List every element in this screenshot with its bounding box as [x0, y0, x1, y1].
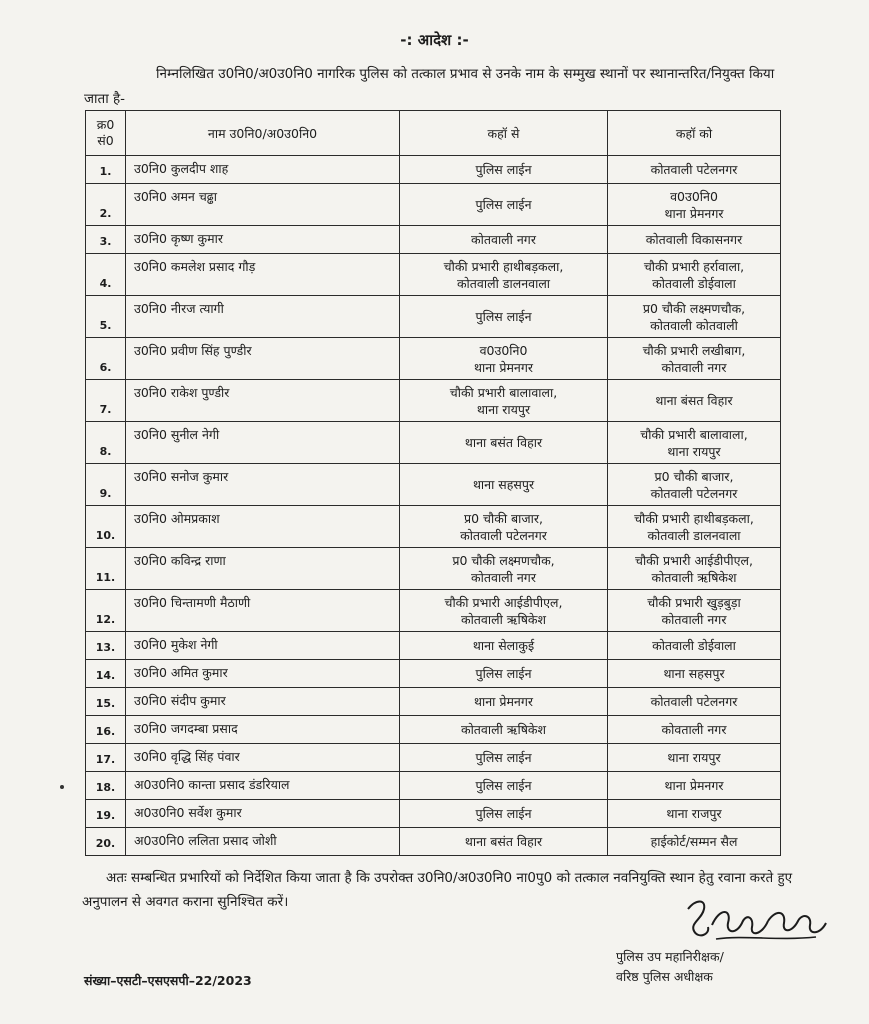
to-location-line: प्र0 चौकी बाजार,	[654, 468, 734, 484]
serial-number-cell: 3.	[86, 226, 126, 254]
table-row	[86, 464, 781, 506]
to-location-line: कोतवाली नगर	[661, 611, 727, 627]
officer-name-cell: उ0नि0 संदीप कुमार	[126, 688, 400, 716]
serial-number-cell: 4.	[86, 254, 126, 296]
to-location-line: चौकी प्रभारी हाथीबड़कला,	[634, 510, 754, 526]
table-row	[86, 254, 781, 296]
to-location-cell	[608, 464, 781, 506]
to-location-line: हाईकोर्ट/सम्मन सैल	[650, 834, 738, 849]
intro-paragraph	[84, 62, 794, 112]
to-location-cell	[608, 590, 781, 632]
serial-number-cell: 8.	[86, 422, 126, 464]
from-location-line: कोतवाली नगर	[471, 569, 536, 585]
to-location-cell	[608, 660, 781, 688]
to-location-cell	[608, 296, 781, 338]
from-location-line: पुलिस लाईन	[475, 666, 532, 681]
to-location-line: थाना सहसपुर	[663, 666, 725, 681]
to-location-cell	[608, 716, 781, 744]
officer-name-cell: उ0नि0 सनोज कुमार	[126, 464, 400, 506]
designation-block	[616, 947, 836, 987]
to-location-line: थाना राजपुर	[666, 806, 722, 821]
from-location-line: कोतवाली डालनवाला	[456, 275, 551, 291]
to-location-line: कोतवाली ऋषिकेश	[651, 569, 737, 585]
to-location-line: कोतवाली डालनवाला	[647, 527, 741, 543]
table-row	[86, 226, 781, 254]
to-location-line: थाना बंसत विहार	[655, 393, 733, 408]
table-row	[86, 828, 781, 856]
transfer-table	[85, 110, 781, 856]
from-location-cell	[400, 800, 608, 828]
table-row	[86, 772, 781, 800]
to-location-cell	[608, 548, 781, 590]
from-location-cell	[400, 380, 608, 422]
from-location-cell	[400, 632, 608, 660]
from-location-cell	[400, 296, 608, 338]
officer-name-cell: उ0नि0 ओमप्रकाश	[126, 506, 400, 548]
officer-name-cell: उ0नि0 नीरज त्यागी	[126, 296, 400, 338]
from-location-line: थाना प्रेमनगर	[473, 359, 534, 375]
to-location-line: कोवताली नगर	[661, 722, 727, 737]
header-name: नाम उ0नि0/अ0उ0नि0	[126, 111, 400, 156]
order-heading: -: आदेश :-	[400, 31, 469, 49]
serial-number-cell: 1.	[86, 156, 126, 184]
serial-number-cell: 9.	[86, 464, 126, 506]
to-location-line: थाना रायपुर	[667, 750, 721, 765]
from-location-line: पुलिस लाईन	[475, 309, 532, 324]
from-location-cell	[400, 660, 608, 688]
serial-number-cell: 12.	[86, 590, 126, 632]
table-row	[86, 660, 781, 688]
to-location-cell	[608, 744, 781, 772]
serial-number-cell: 11.	[86, 548, 126, 590]
to-location-line: कोतवाली डोईवाला	[652, 275, 736, 291]
to-location-line: चौकी प्रभारी बालावाला,	[640, 426, 748, 442]
document-number: संख्या–एसटी–एसएसपी–22/2023	[84, 973, 252, 988]
from-location-cell	[400, 744, 608, 772]
to-location-line: चौकी प्रभारी आईडीपीएल,	[635, 552, 753, 568]
to-location-cell	[608, 800, 781, 828]
serial-number-cell: 16.	[86, 716, 126, 744]
from-location-cell	[400, 338, 608, 380]
signature-image	[676, 895, 836, 955]
table-row	[86, 380, 781, 422]
from-location-cell	[400, 688, 608, 716]
serial-number-cell: 18.	[86, 772, 126, 800]
to-location-line: कोतवाली पटेलनगर	[650, 162, 738, 177]
officer-name-cell: उ0नि0 अमित कुमार	[126, 660, 400, 688]
from-location-cell	[400, 548, 608, 590]
to-location-cell	[608, 828, 781, 856]
from-location-cell	[400, 464, 608, 506]
serial-number-cell: 17.	[86, 744, 126, 772]
from-location-line: प्र0 चौकी बाजार,	[464, 510, 543, 526]
from-location-cell	[400, 184, 608, 226]
to-location-cell	[608, 184, 781, 226]
table-row	[86, 184, 781, 226]
to-location-line: कोतवाली पटेलनगर	[650, 694, 738, 709]
to-location-cell	[608, 772, 781, 800]
officer-name-cell: उ0नि0 राकेश पुण्डीर	[126, 380, 400, 422]
serial-number-cell: 19.	[86, 800, 126, 828]
officer-name-cell: अ0उ0नि0 ललिता प्रसाद जोशी	[126, 828, 400, 856]
from-location-line: पुलिस लाईन	[475, 778, 532, 793]
table-row	[86, 744, 781, 772]
serial-number-cell: 7.	[86, 380, 126, 422]
to-location-line: थाना रायपुर	[667, 443, 721, 459]
officer-name-cell: उ0नि0 अमन चढ्ढा	[126, 184, 400, 226]
from-location-line: थाना बसंत विहार	[464, 435, 543, 450]
from-location-cell	[400, 772, 608, 800]
officer-name-cell: उ0नि0 कविन्द्र राणा	[126, 548, 400, 590]
table-body	[86, 156, 781, 856]
table-header-row	[86, 111, 781, 156]
officer-name-cell: उ0नि0 कृष्ण कुमार	[126, 226, 400, 254]
table-row	[86, 156, 781, 184]
officer-name-cell: उ0नि0 जगदम्बा प्रसाद	[126, 716, 400, 744]
to-location-line: कोतवाली नगर	[661, 359, 727, 375]
to-location-cell	[608, 632, 781, 660]
from-location-cell	[400, 226, 608, 254]
from-location-line: कोतवाली ऋषिकेश	[460, 722, 547, 737]
header-serial-line1: क्र0	[96, 117, 115, 132]
to-location-line: चौकी प्रभारी हर्रावाला,	[643, 258, 745, 274]
from-location-line: पुलिस लाईन	[475, 162, 532, 177]
from-location-cell	[400, 506, 608, 548]
to-location-line: चौकी प्रभारी खुड़बुड़ा	[647, 594, 741, 610]
header-to: कहॉ को	[608, 111, 781, 156]
serial-number-cell: 14.	[86, 660, 126, 688]
from-location-cell	[400, 156, 608, 184]
from-location-cell	[400, 716, 608, 744]
officer-name-cell: उ0नि0 चिन्तामणी मैठाणी	[126, 590, 400, 632]
to-location-cell	[608, 422, 781, 464]
table-row	[86, 338, 781, 380]
officer-name-cell: अ0उ0नि0 कान्ता प्रसाद डंडरियाल	[126, 772, 400, 800]
to-location-line: चौकी प्रभारी लखीबाग,	[642, 342, 746, 358]
officer-name-cell: उ0नि0 प्रवीण सिंह पुण्डीर	[126, 338, 400, 380]
from-location-line: व0उ0नि0	[479, 342, 528, 358]
from-location-cell	[400, 422, 608, 464]
serial-number-cell: 13.	[86, 632, 126, 660]
to-location-cell	[608, 338, 781, 380]
transfer-table-wrapper	[85, 110, 781, 856]
from-location-line: चौकी प्रभारी बालावाला,	[449, 384, 558, 400]
from-location-line: चौकी प्रभारी हाथीबड़कला,	[443, 258, 564, 274]
to-location-line: कोतवाली पटेलनगर	[650, 485, 738, 501]
serial-number-cell: 20.	[86, 828, 126, 856]
serial-number-cell: 2.	[86, 184, 126, 226]
table-row	[86, 800, 781, 828]
table-row	[86, 548, 781, 590]
table-row	[86, 716, 781, 744]
serial-number-cell: 15.	[86, 688, 126, 716]
from-location-cell	[400, 828, 608, 856]
to-location-line: कोतवाली डोईवाला	[652, 638, 736, 653]
intro-text: निम्नलिखित उ0नि0/अ0उ0नि0 नागरिक पुलिस को तत्काल प्रभाव से उनके नाम के सम्मुख स्थानों पर स्थानान्तरित/नियुक्त किया जाता है-	[84, 66, 775, 107]
from-location-line: थाना सहसपुर	[472, 477, 535, 492]
from-location-cell	[400, 590, 608, 632]
to-location-cell	[608, 254, 781, 296]
table-row	[86, 590, 781, 632]
from-location-line: पुलिस लाईन	[475, 197, 532, 212]
from-location-line: थाना बसंत विहार	[464, 834, 543, 849]
designation-line2: वरिष्ठ पुलिस अधीक्षक	[616, 969, 713, 984]
from-location-line: थाना प्रेमनगर	[473, 694, 534, 709]
to-location-line: कोतवाली कोतवाली	[650, 317, 738, 333]
header-serial-line2: सं0	[97, 133, 114, 148]
serial-number-cell: 5.	[86, 296, 126, 338]
officer-name-cell: उ0नि0 कुलदीप शाह	[126, 156, 400, 184]
from-location-line: कोतवाली नगर	[471, 232, 536, 247]
officer-name-cell: उ0नि0 सुनील नेगी	[126, 422, 400, 464]
officer-name-cell: उ0नि0 वृद्धि सिंह पंवार	[126, 744, 400, 772]
table-row	[86, 296, 781, 338]
table-row	[86, 632, 781, 660]
margin-mark	[60, 785, 64, 789]
to-location-line: थाना प्रेमनगर	[664, 778, 724, 793]
to-location-cell	[608, 380, 781, 422]
designation-line1: पुलिस उप महानिरीक्षक/	[616, 949, 724, 964]
to-location-line: प्र0 चौकी लक्ष्मणचौक,	[642, 300, 746, 316]
to-location-cell	[608, 688, 781, 716]
from-location-line: पुलिस लाईन	[475, 750, 532, 765]
from-location-line: थाना रायपुर	[476, 401, 531, 417]
to-location-line: कोतवाली विकासनगर	[645, 232, 743, 247]
to-location-line: व0उ0नि0	[670, 188, 718, 204]
to-location-cell	[608, 506, 781, 548]
table-row	[86, 422, 781, 464]
instruction-text: अतः सम्बन्धित प्रभारियों को निर्देशित किया जाता है कि उपरोक्त उ0नि0/अ0उ0नि0 ना0पु0 को तत्काल नवनियुक्ति स्थान हेतु रवाना करते हुए अनुपालन से अवगत कराना सुनिश्चित करें।	[82, 870, 793, 910]
officer-name-cell: अ0उ0नि0 सर्वेश कुमार	[126, 800, 400, 828]
from-location-line: थाना सेलाकुई	[472, 638, 535, 653]
from-location-line: चौकी प्रभारी आईडीपीएल,	[444, 594, 563, 610]
header-from: कहॉ से	[400, 111, 608, 156]
to-location-cell	[608, 226, 781, 254]
officer-name-cell: उ0नि0 कमलेश प्रसाद गौड़	[126, 254, 400, 296]
from-location-line: कोतवाली पटेलनगर	[460, 527, 547, 543]
from-location-cell	[400, 254, 608, 296]
serial-number-cell: 10.	[86, 506, 126, 548]
header-serial	[86, 111, 126, 156]
to-location-cell	[608, 156, 781, 184]
from-location-line: प्र0 चौकी लक्ष्मणचौक,	[452, 552, 555, 568]
table-row	[86, 506, 781, 548]
table-row	[86, 688, 781, 716]
from-location-line: पुलिस लाईन	[475, 806, 532, 821]
serial-number-cell: 6.	[86, 338, 126, 380]
from-location-line: कोतवाली ऋषिकेश	[460, 611, 547, 627]
officer-name-cell: उ0नि0 मुकेश नेगी	[126, 632, 400, 660]
to-location-line: थाना प्रेमनगर	[664, 205, 724, 221]
